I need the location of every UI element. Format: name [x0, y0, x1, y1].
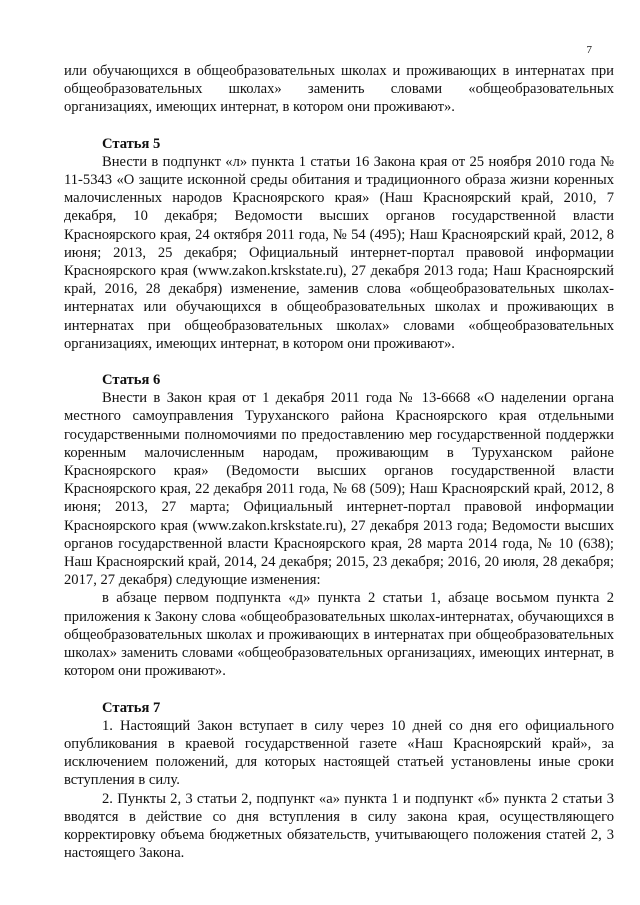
article-heading-7: Статья 7 — [102, 699, 161, 716]
spacer — [64, 117, 614, 135]
page-number: 7 — [586, 44, 592, 56]
article-5-text: Внести в подпункт «л» пункта 1 статьи 16 Закона края от 25 ноября 2010 года № 11-5343 «О защите исконной среды обитания и традиционного образа жизни коренных малочисленных народов Красноярского края» (Наш Красноярский край, 2010, 7 декабря, 10 декабря; Ведомости высших органов государственной власти Красноярского края, 24 октября 2011 года, № 54 (495); Наш Красноярский край, 2012, 8 июня; 2013, 25 декабря; Официальный интернет-портал правовой информации Красноярского края (www.zakon.krskstate.ru), 27 декабря 2013 года; Наш Красноярский край, 2016, 28 декабря) изменение, заменив слова «общеобразовательных школах-интернатах или обучающихся в общеобразовательных школах и проживающих в интернатах при общеобразовательных школах» словами «общеобразовательных организациях, имеющих интернат, в котором они проживают». — [64, 153, 614, 352]
article-7-clause-2: 2. Пункты 2, 3 статьи 2, подпункт «а» пункта 1 и подпункт «б» пункта 2 статьи 3 вводятся в действие со дня вступления в силу закона края, осуществляющего корректировку объема бюджетных обязательств, учитывающего положения статей 2, 3 настоящего Закона. — [64, 790, 614, 862]
article-6-text: Внести в Закон края от 1 декабря 2011 года № 13-6668 «О наделении органа местного самоуправления Туруханского района Красноярского края отдельными государственными полномочиями по предоставлению мер государственной поддержки коренным малочисленным народам, проживающим в Туруханском районе Красноярского края» (Ведомости высших органов государственной власти Красноярского края, 22 декабря 2011 года, № 68 (509); Наш Красноярский край, 2012, 8 июня; 2013, 27 марта; Официальный интернет-портал правовой информации Красноярского края (www.zakon.krskstate.ru), 27 декабря 2013 года; Ведомости высших органов государственной власти Красноярского края, 28 марта 2014 года, № 10 (638); Наш Красноярский край, 2014, 24 декабря; 2015, 23 декабря; 2016, 20 июля, 28 декабря; 2017, 27 декабря) следующие изменения: — [64, 390, 614, 589]
paragraph-continuation: или обучающихся в общеобразовательных школах и проживающих в интернатах при общеобразовательных школах» заменить словами «общеобразовательных организациях, имеющих интернат, в котором они проживают». — [64, 63, 614, 116]
document-body — [64, 62, 614, 862]
spacer — [64, 681, 614, 699]
article-heading-5: Статья 5 — [102, 135, 161, 152]
article-6-amendment: в абзаце первом подпункта «д» пункта 2 статьи 1, абзаце восьмом пункта 2 приложения к Закону слова «общеобразовательных школах-интернатах, обучающихся в общеобразовательных школах и проживающих в интернатах при общеобразовательных школах» заменить словами «общеобразовательных организациях, имеющих интернат, в котором они проживают». — [64, 590, 614, 680]
article-7-clause-1: 1. Настоящий Закон вступает в силу через 10 дней со дня его официального опубликования в краевой государственной газете «Наш Красноярский край», за исключением положений, для которых настоящей статьей установлены иные сроки вступления в силу. — [64, 717, 614, 789]
spacer — [64, 353, 614, 371]
article-heading-6: Статья 6 — [102, 372, 161, 389]
